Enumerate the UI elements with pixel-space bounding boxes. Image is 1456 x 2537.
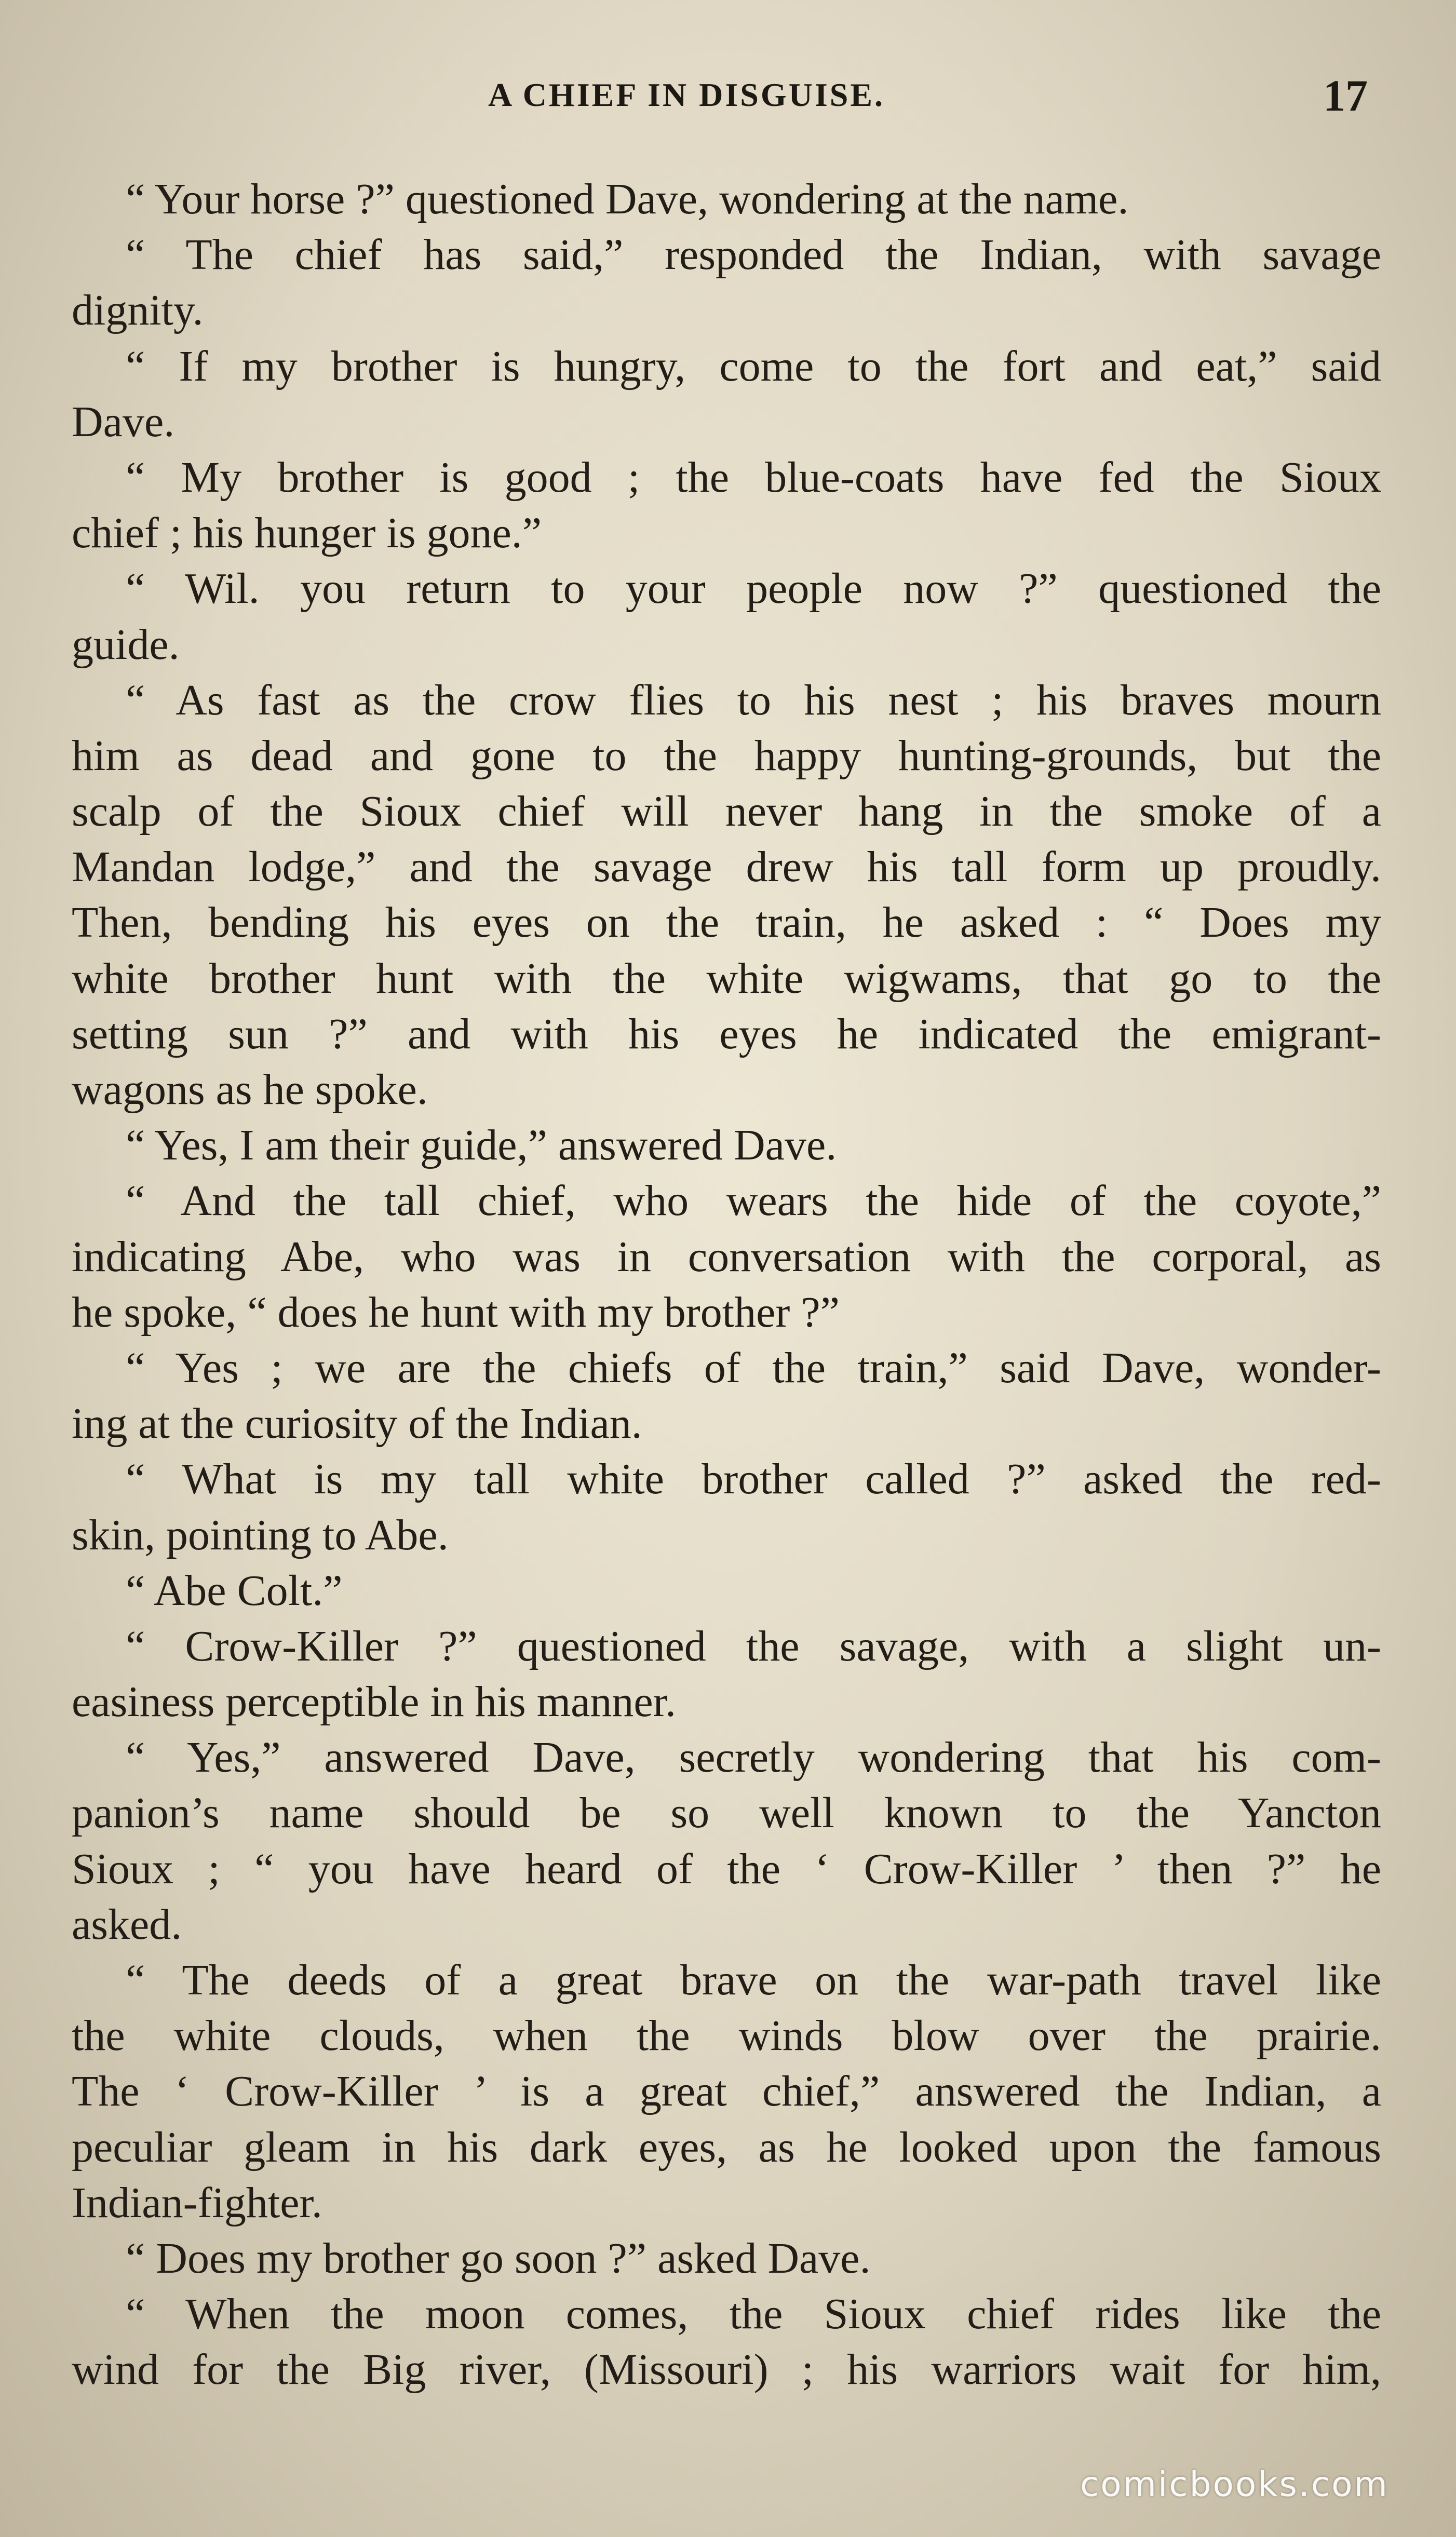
text-line: “ Yes,” answered Dave, secretly wondering that his com- [126,1733,1381,1782]
text-line: the white clouds, when the winds blow over the prairie. [72,2012,1381,2060]
text-line: “ When the moon comes, the Sioux chief rides like the [126,2290,1381,2339]
page-number: 17 [1323,71,1368,120]
text-line: “ And the tall chief, who wears the hide of the coyote,” [126,1177,1381,1225]
text-line: “ The chief has said,” responded the Indian, with savage [126,231,1381,279]
running-head [0,73,1456,135]
text-line: white brother hunt with the white wigwams, that go to the [72,954,1381,1003]
text-line: he spoke, “ does he hunt with my brother ?” [72,1288,840,1337]
text-line: “ Does my brother go soon ?” asked Dave. [126,2234,871,2283]
text-line: chief ; his hunger is gone.” [72,509,542,558]
text-line: “ Yes, I am their guide,” answered Dave. [126,1121,837,1170]
text-line: Indian-fighter. [72,2178,322,2227]
text-line: dignity. [72,286,204,335]
text-line: wind for the Big river, (Missouri) ; his warriors wait for him, [72,2345,1381,2394]
text-line: “ My brother is good ; the blue-coats have fed the Sioux [126,453,1381,502]
text-line: Then, bending his eyes on the train, he asked : “ Does my [72,898,1381,947]
text-line: indicating Abe, who was in conversation with the corporal, as [72,1232,1381,1281]
text-line: panion’s name should be so well known to the Yancton [72,1789,1381,1838]
text-line: “ If my brother is hungry, come to the fort and eat,” said [126,342,1381,390]
running-title: A CHIEF IN DISGUISE. [488,76,885,113]
text-line: Mandan lodge,” and the savage drew his tall form up proudly. [72,843,1381,892]
text-line: “ Crow-Killer ?” questioned the savage, with a slight un- [126,1622,1381,1670]
text-line: guide. [72,620,180,669]
watermark: comicbooks.com [1080,2464,1389,2504]
text-line: “ What is my tall white brother called ?” asked the red- [126,1455,1381,1504]
text-line: peculiar gleam in his dark eyes, as he looked upon the famous [72,2123,1381,2171]
text-line: “ Yes ; we are the chiefs of the train,” said Dave, wonder- [126,1343,1381,1392]
text-line: “ Your horse ?” questioned Dave, wondering at the name. [126,175,1129,223]
text-line: Dave. [72,397,175,446]
text-line: scalp of the Sioux chief will never hang in the smoke of a [72,787,1381,836]
text-line: “ Abe Colt.” [126,1566,343,1615]
text-line: ing at the curiosity of the Indian. [72,1399,642,1448]
text-line: Sioux ; “ you have heard of the ‘ Crow-Killer ’ then ?” he [72,1844,1381,1893]
text-line: wagons as he spoke. [72,1065,428,1114]
text-line: him as dead and gone to the happy hunting-grounds, but the [72,731,1381,780]
text-line: asked. [72,1900,182,1949]
text-line: easiness perceptible in his manner. [72,1678,676,1726]
text-line: The ‘ Crow-Killer ’ is a great chief,” answered the Indian, a [72,2067,1381,2116]
text-line: skin, pointing to Abe. [72,1510,449,1559]
text-line: “ As fast as the crow flies to his nest ; his braves mourn [126,676,1381,724]
text-line: setting sun ?” and with his eyes he indicated the emigrant- [72,1009,1381,1058]
text-line: “ The deeds of a great brave on the war-path travel like [126,1956,1381,2004]
text-line: “ Wil. you return to your people now ?” questioned the [126,564,1381,613]
body-text [72,171,1381,2398]
